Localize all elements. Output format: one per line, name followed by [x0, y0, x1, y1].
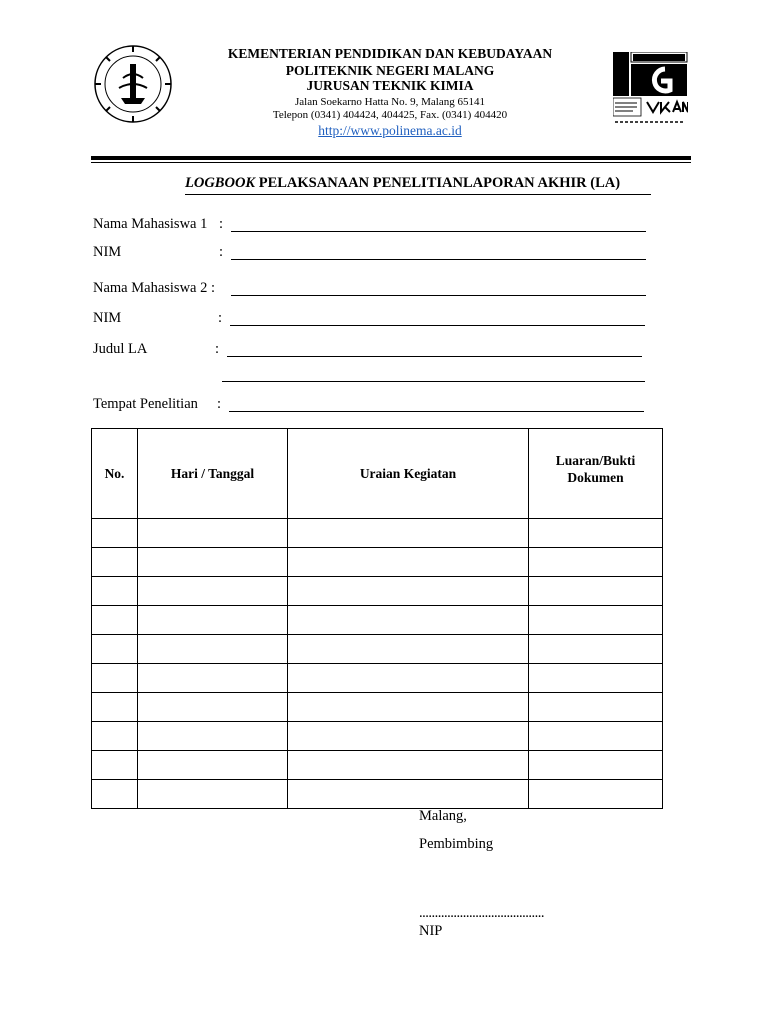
- nim-1-colon: :: [219, 244, 224, 260]
- table-cell[interactable]: [288, 780, 529, 809]
- table-cell[interactable]: [288, 693, 529, 722]
- table-cell[interactable]: [529, 780, 663, 809]
- tempat-penelitian-colon: :: [217, 396, 222, 412]
- table-cell[interactable]: [138, 693, 288, 722]
- judul-la-field-line2[interactable]: [222, 381, 645, 382]
- nama-mahasiswa-2-field[interactable]: [231, 295, 646, 296]
- table-cell[interactable]: [92, 722, 138, 751]
- nama-mahasiswa-1-field[interactable]: [231, 231, 646, 232]
- table-cell[interactable]: [529, 751, 663, 780]
- table-row: [92, 606, 663, 635]
- nim-1-field[interactable]: [231, 259, 646, 260]
- table-cell[interactable]: [529, 548, 663, 577]
- table-cell[interactable]: [288, 577, 529, 606]
- polinema-logo-icon: [93, 44, 173, 124]
- institution-name: POLITEKNIK NEGERI MALANG: [285, 63, 495, 78]
- table-cell[interactable]: [138, 780, 288, 809]
- table-cell[interactable]: [92, 519, 138, 548]
- header-output: Luaran/Bukti Dokumen: [529, 429, 663, 519]
- nim-2-field[interactable]: [230, 325, 645, 326]
- judul-la-colon: :: [215, 341, 220, 357]
- header-no: No.: [92, 429, 138, 519]
- nama-mahasiswa-1-colon: :: [219, 216, 224, 232]
- table-header-row: [92, 429, 663, 519]
- nama-mahasiswa-1-label: Nama Mahasiswa 1: [93, 216, 208, 232]
- table-cell[interactable]: [288, 606, 529, 635]
- header-divider: [91, 156, 691, 160]
- table-cell[interactable]: [92, 548, 138, 577]
- table-cell[interactable]: [288, 751, 529, 780]
- title-italic: LOGBOOK: [185, 175, 256, 191]
- table-cell[interactable]: [138, 722, 288, 751]
- table-cell[interactable]: [288, 548, 529, 577]
- table-cell[interactable]: [138, 751, 288, 780]
- table-cell[interactable]: [288, 519, 529, 548]
- header-divider-thin: [91, 162, 691, 163]
- table-cell[interactable]: [138, 577, 288, 606]
- signature-line: ........................................: [419, 905, 544, 921]
- table-cell[interactable]: [92, 751, 138, 780]
- signature-place: Malang,: [419, 808, 467, 824]
- ministry-name: KEMENTERIAN PENDIDIKAN DAN KEBUDAYAAN: [227, 46, 553, 61]
- nim-2-label: NIM: [93, 310, 122, 326]
- table-cell[interactable]: [288, 664, 529, 693]
- table-cell[interactable]: [92, 577, 138, 606]
- table-cell[interactable]: [138, 606, 288, 635]
- iso-certification-icon: [613, 52, 688, 128]
- judul-la-field[interactable]: [227, 356, 642, 357]
- table-cell[interactable]: [138, 664, 288, 693]
- table-row: [92, 693, 663, 722]
- tempat-penelitian-field[interactable]: [229, 411, 644, 412]
- table-row: [92, 780, 663, 809]
- phone-text: Telepon (0341) 404424, 404425, Fax. (0341) 404420: [272, 109, 508, 121]
- table-row: [92, 635, 663, 664]
- table-row: [92, 577, 663, 606]
- nama-mahasiswa-2-label: Nama Mahasiswa 2 :: [93, 280, 216, 296]
- header-date: Hari / Tanggal: [138, 429, 288, 519]
- table-cell[interactable]: [288, 635, 529, 664]
- nim-1-label: NIM: [93, 244, 122, 260]
- table-cell[interactable]: [138, 635, 288, 664]
- table-cell[interactable]: [92, 664, 138, 693]
- judul-la-label: Judul LA: [93, 341, 148, 357]
- table-row: [92, 751, 663, 780]
- logbook-table: [91, 428, 663, 809]
- table-cell[interactable]: [529, 519, 663, 548]
- table-cell[interactable]: [92, 606, 138, 635]
- department-name: JURUSAN TEKNIK KIMIA: [306, 78, 474, 93]
- table-cell[interactable]: [529, 606, 663, 635]
- header-activity: Uraian Kegiatan: [288, 429, 529, 519]
- tempat-penelitian-label: Tempat Penelitian: [93, 396, 198, 412]
- nip-label: NIP: [419, 923, 443, 939]
- title-rest: PELAKSANAAN PENELITIANLAPORAN AKHIR (LA): [255, 175, 621, 191]
- nim-2-colon: :: [218, 310, 223, 326]
- table-cell[interactable]: [138, 519, 288, 548]
- table-cell[interactable]: [529, 577, 663, 606]
- table-row: [92, 548, 663, 577]
- table-cell[interactable]: [138, 548, 288, 577]
- table-cell[interactable]: [92, 780, 138, 809]
- signature-role: Pembimbing: [419, 836, 494, 852]
- address-text: Jalan Soekarno Hatta No. 9, Malang 65141: [294, 96, 485, 108]
- table-cell[interactable]: [529, 693, 663, 722]
- table-row: [92, 519, 663, 548]
- table-cell[interactable]: [529, 635, 663, 664]
- table-cell[interactable]: [92, 635, 138, 664]
- document-title: [185, 175, 651, 195]
- table-row: [92, 722, 663, 751]
- table-cell[interactable]: [92, 693, 138, 722]
- table-row: [92, 664, 663, 693]
- website-link[interactable]: http://www.polinema.ac.id: [318, 123, 462, 138]
- table-cell[interactable]: [529, 664, 663, 693]
- table-cell[interactable]: [288, 722, 529, 751]
- table-cell[interactable]: [529, 722, 663, 751]
